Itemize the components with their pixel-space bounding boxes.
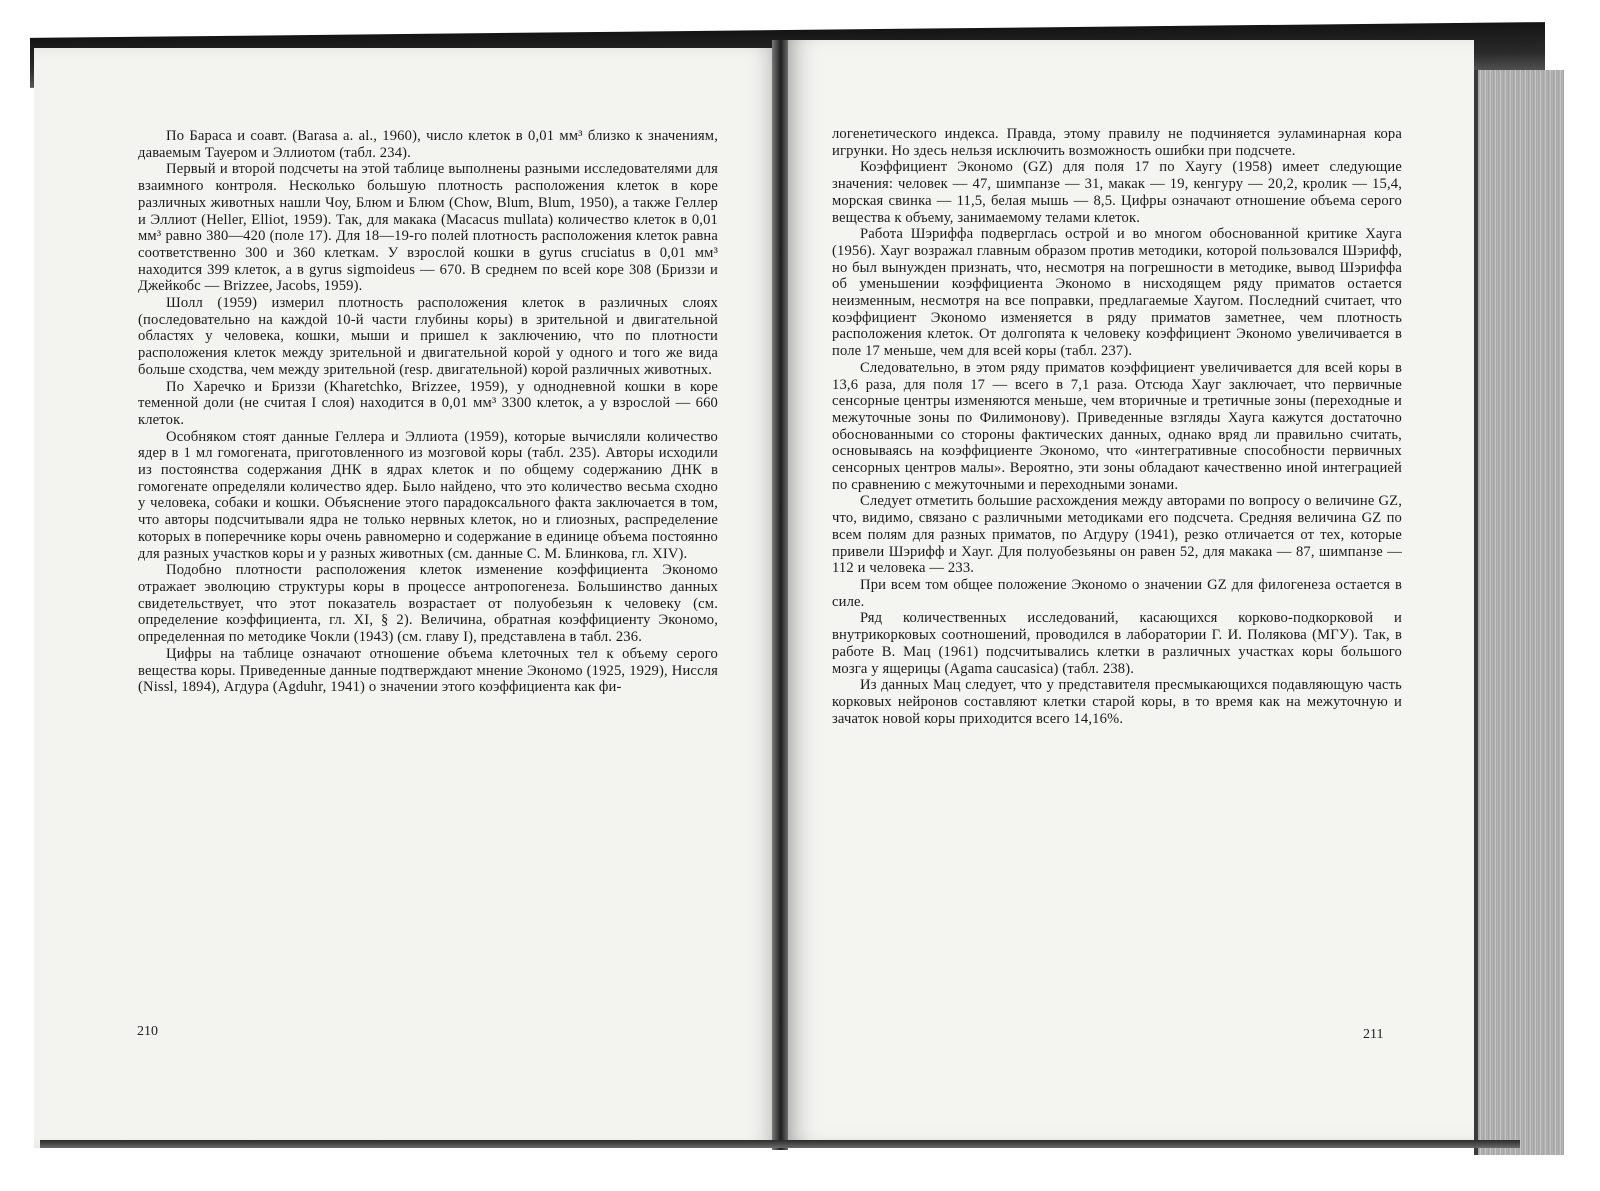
right-page-text <box>832 126 1402 727</box>
bottom-edge <box>40 1140 1520 1148</box>
left-paragraph-5: Особняком стоят данные Геллера и Эллиота (1959), которые вычисляли количество ядер в 1 мл гомогената, приготовленного из мозговой коры (табл. 235). Авторы исходили из постоянства содержания ДНК в ядрах клеток и по общему содержанию ДНК в гомогенате определяли количество ядер. Было найдено, что это количество весьма сходно у человека, собаки и кошки. Объяснение этого парадоксального факта заключается в том, что авторы подсчитывали ядра не только нервных клеток, но и глиозных, распределение которых в поперечнике коры очень равномерно и содержание в единице объема постоянно для разных участков коры и у разных животных (см. данные С. М. Блинкова, гл. XIV). <box>138 428 718 562</box>
right-paragraph-3: Работа Шэриффа подверглась острой и во многом обоснованной критике Хауга (1956). Хауг возражал главным образом против методики, которой пользовался Шэрифф, но был вынужден признать, что, несмотря на погрешности в методике, вывод Шэриффа об уменьшении коэффициента Экономо в нисходящем ряду приматов остается неизменным, несмотря на все поправки, предлагаемые Хаугом. Последний считает, что коэффициент Экономо изменяется в ряду приматов заметнее, чем плотность расположения клеток. От долгопята к человеку коэффициент Экономо увеличивается в поле 17 меньше, чем для всей коры (табл. 237). <box>832 226 1402 360</box>
left-paragraph-2: Первый и второй подсчеты на этой таблице выполнены разными исследователями для взаимного контроля. Несколько большую плотность расположения клеток в коре различных животных нашли Чоу, Блюм и Блюм (Chow, Blum, Blum, 1950), а также Геллер и Эллиот (Heller, Elliot, 1959). Так, для макака (Macacus mullata) количество клеток в 0,01 мм³ равно 380—420 (поле 17). Для 18—19-го полей плотность расположения клеток равна соответственно 300 и 360 клеткам. У взрослой кошки в gyrus cruciatus в 0,01 мм³ находится 399 клеток, а в gyrus sigmoideus — 670. В среднем по всей коре 308 (Бриззи и Джейкобс — Brizzee, Jacobs, 1959). <box>138 161 718 295</box>
left-paragraph-3: Шолл (1959) измерил плотность расположения клеток в различных слоях (последовательно на каждой 10-й части глубины коры) в зрительной и двигательной областях у человека, кошки, мыши и пришел к заключению, что по плотности расположения клеток между зрительной и двигательной корой у одного и того же вида больше сходства, чем между зрительной (resp. двигательной) корой различных животных. <box>138 295 718 378</box>
right-paragraph-2: Коэффициент Экономо (GZ) для поля 17 по Хаугу (1958) имеет следующие значения: человек — 47, шимпанзе — 31, макак — 19, кенгуру — 20,2, кролик — 15,4, морская свинка — 11,5, белая мышь — 8,5. Цифры означают отношение объема серого вещества к объему, занимаемому телами клеток. <box>832 159 1402 226</box>
right-paragraph-5: Следует отметить большие расхождения между авторами по вопросу о величине GZ, что, видимо, связано с различными методиками его подсчета. Средняя величина GZ по всем полям для разных приматов, по Агдуру (1941), резко отличается от тех, которые привели Шэрифф и Хауг. Для полуобезьяны он равен 52, для макака — 87, шимпанзе — 112 и человека — 233. <box>832 493 1402 577</box>
left-paragraph-7: Цифры на таблице означают отношение объема клеточных тел к объему серого вещества коры. Приведенные данные подтверждают мнение Экономо (1925, 1929), Ниссля (Nissl, 1894), Агдура (Agduhr, 1941) о значении этого коэффициента как фи- <box>138 645 718 696</box>
right-page-number: 211 <box>1363 1027 1384 1042</box>
right-paragraph-4: Следовательно, в этом ряду приматов коэффициент увеличивается для всей коры в 13,6 раза, для поля 17 — всего в 7,1 раза. Отсюда Хауг заключает, что первичные сенсорные центры изменяются меньше, чем вторичные и третичные зоны (переходные и межуточные зоны по Филимонову). Приведенные взгляды Хауга кажутся достаточно обоснованными со стороны фактических данных, однако вряд ли правильно считать, основываясь на коэффициенте Экономо, что «интегративные способности первичных сенсорных центров малы». Вероятно, эти зоны обладают качественно иной интеграцией по сравнению с межуточными и переходными зонами. <box>832 359 1402 493</box>
left-paragraph-1: По Бараса и соавт. (Barasa a. al., 1960), число клеток в 0,01 мм³ близко к значениям, даваемым Тауером и Эллиотом (табл. 234). <box>138 128 718 161</box>
book-gutter <box>772 40 788 1150</box>
right-paragraph-7: Ряд количественных исследований, касающихся корково-подкорковой и внутрикорковых соотношений, проводился в лаборатории Г. И. Полякова (МГУ). Так, в работе В. Мац (1961) подсчитывались клетки в различных участках коры большого мозга у ящерицы (Agama caucasica) (табл. 238). <box>832 610 1402 677</box>
right-paragraph-8: Из данных Мац следует, что у представителя пресмыкающихся подавляющую часть корковых нейронов составляют клетки старой коры, в то время как на межуточную и зачаток новой коры приходится всего 14,16%. <box>832 677 1402 727</box>
left-page-text <box>138 128 718 696</box>
left-page-number: 210 <box>137 1024 158 1039</box>
page-edges <box>1474 70 1564 1155</box>
left-paragraph-4: По Харечко и Бриззи (Kharetchko, Brizzee, 1959), у однодневной кошки в коре теменной доли (не считая I слоя) находится в 0,01 мм³ 3300 клеток, а у взрослой — 660 клеток. <box>138 378 718 428</box>
left-paragraph-6: Подобно плотности расположения клеток изменение коэффициента Экономо отражает эволюцию структуры коры в процессе антропогенеза. Большинство данных свидетельствует, что этот показатель возрастает от полуобезьян к человеку (см. определение коэффициента, гл. XI, § 2). Величина, обратная коэффициенту Экономо, определенная по методике Чокли (1943) (см. главу I), представлена в табл. 236. <box>138 562 718 646</box>
right-paragraph-1: логенетического индекса. Правда, этому правилу не подчиняется эуламинарная кора игрунки. Но здесь нельзя исключить возможность ошибки при подсчете. <box>832 126 1402 159</box>
right-paragraph-6: При всем том общее положение Экономо о значении GZ для филогенеза остается в силе. <box>832 576 1402 610</box>
